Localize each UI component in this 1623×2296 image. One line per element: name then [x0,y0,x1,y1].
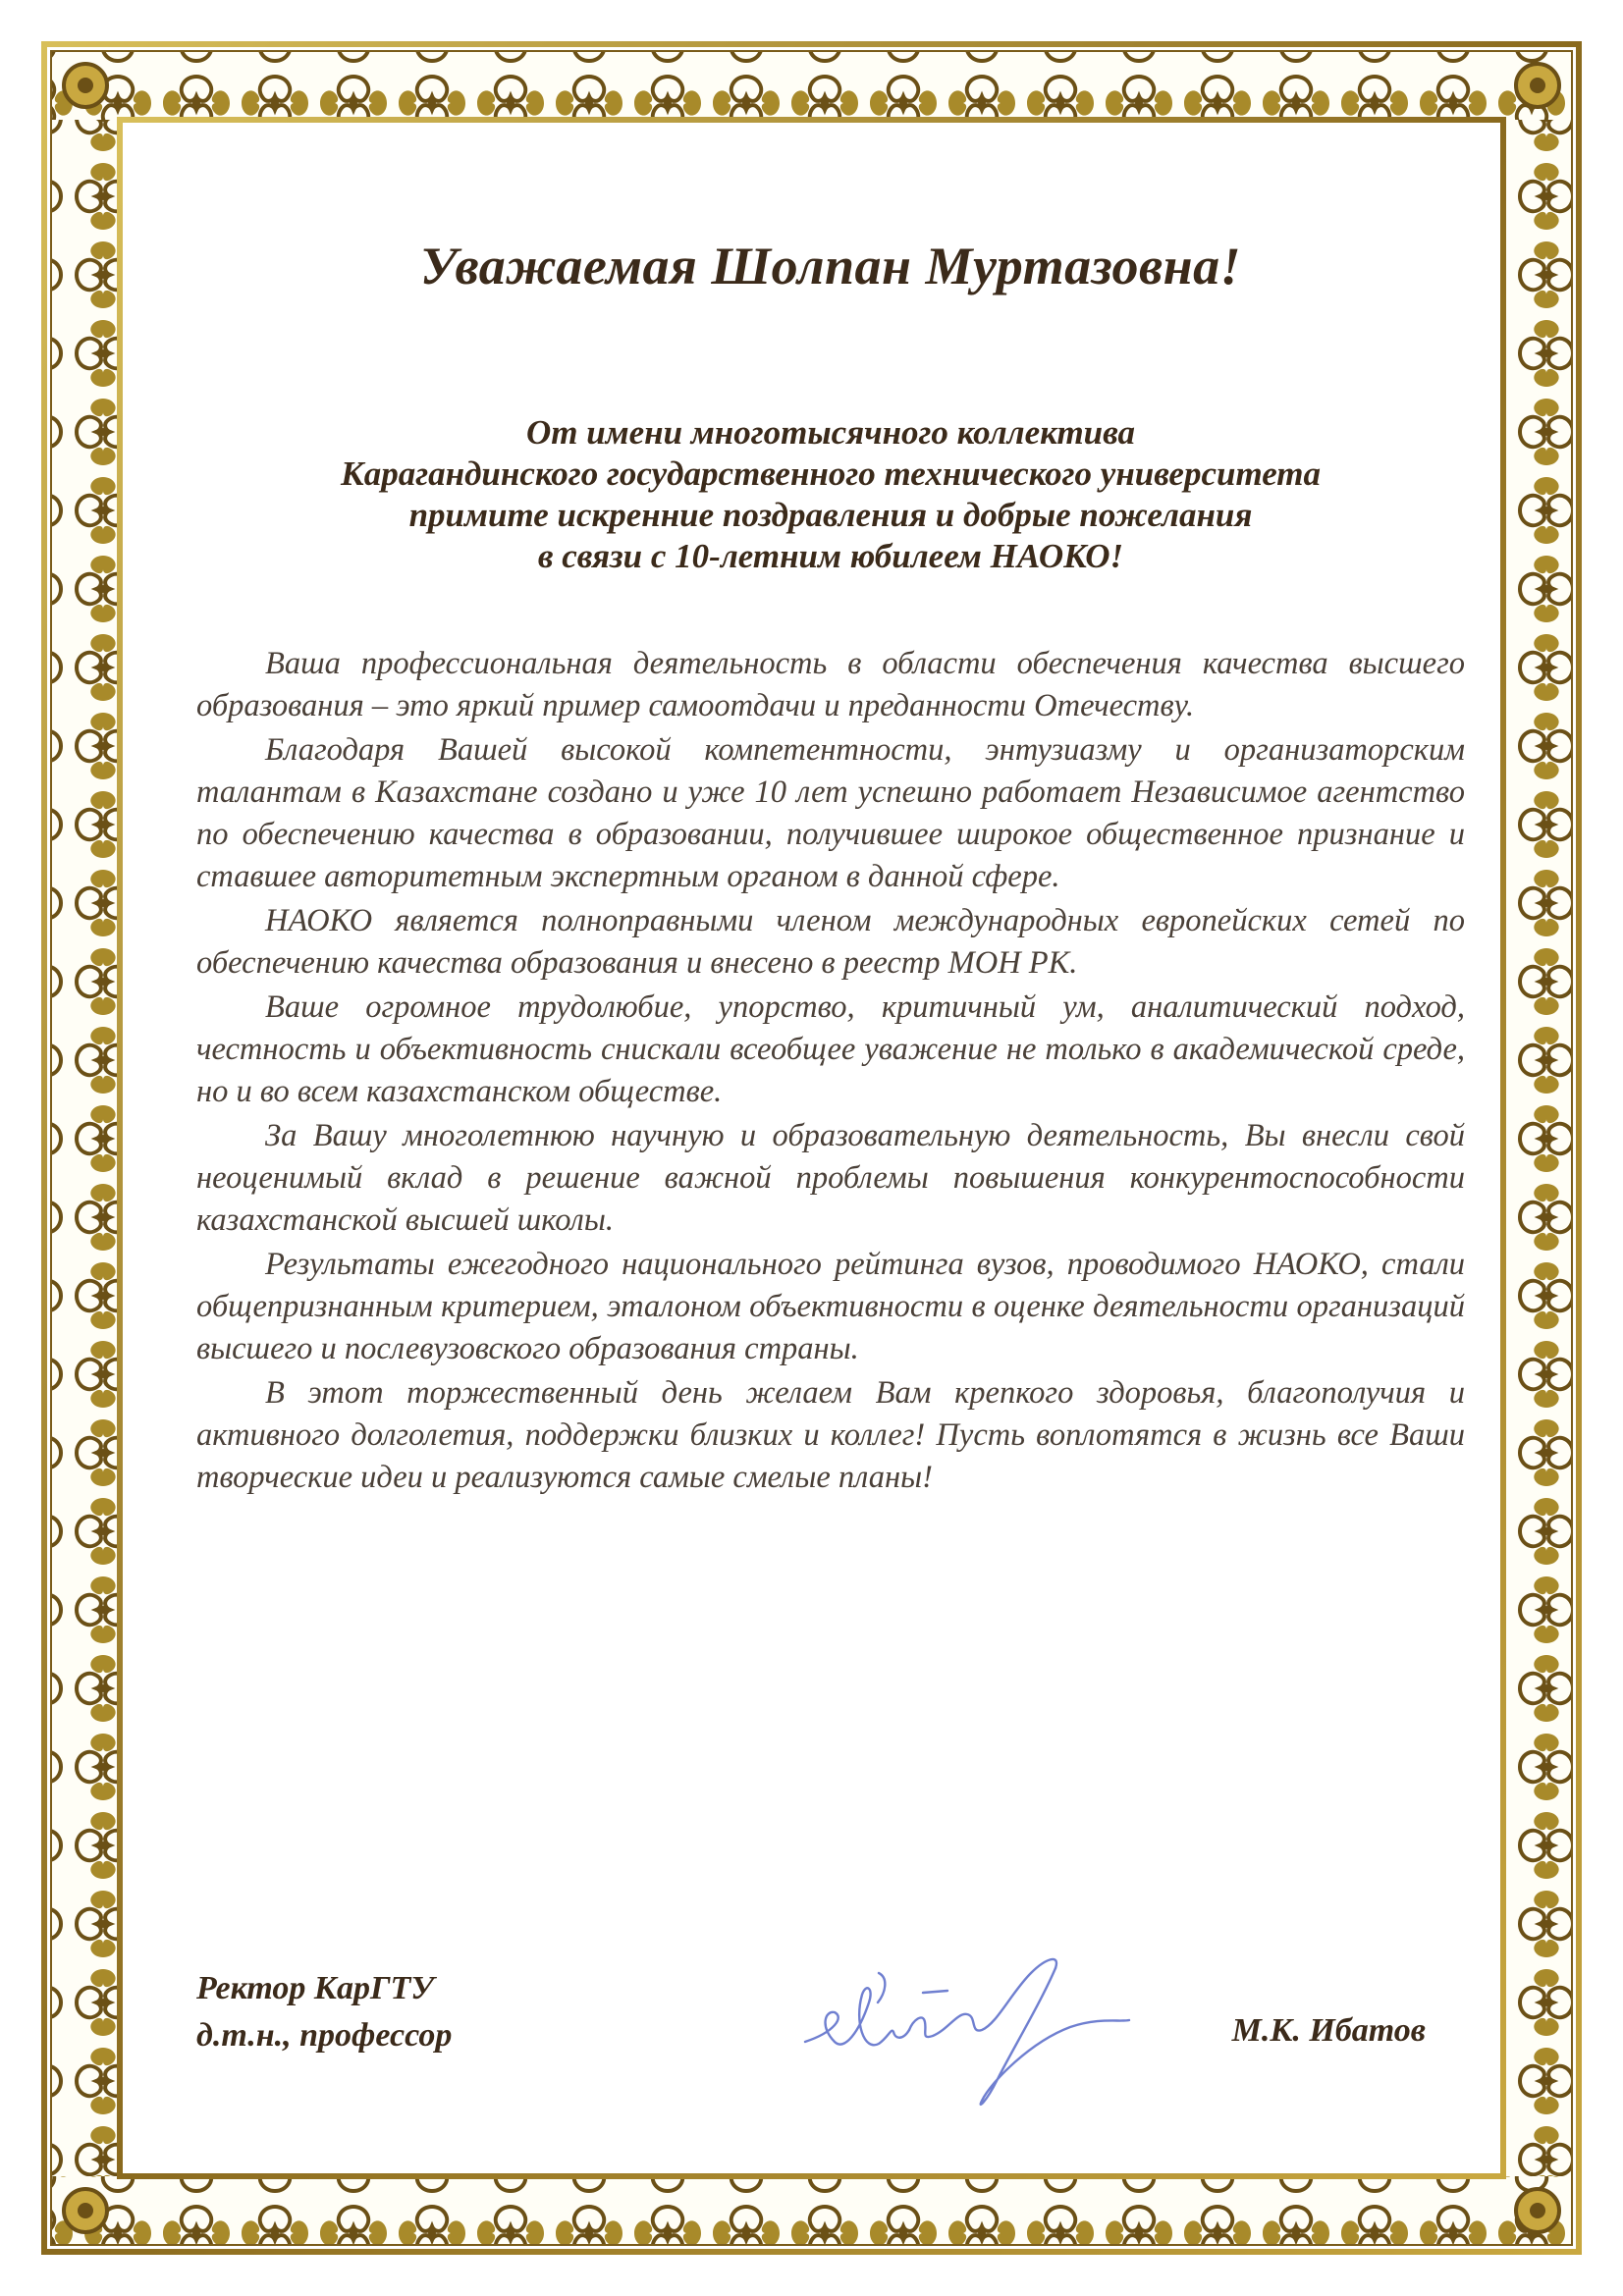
signatory-name: М.К. Ибатов [1231,2012,1426,2049]
paragraph: В этот торжественный день желаем Вам крепкого здоровья, благополучия и активного долголетия, поддержки близких и коллег! Пусть воплотятся в жизнь все Ваши творческие идеи и реализуются самые смелые планы! [196,1375,1465,1495]
intro-line: От имени многотысячного коллектива [525,413,1136,452]
letter-text [196,643,1465,1501]
paragraph: Ваша профессиональная деятельность в области обеспечения качества высшего образования – это яркий пример самоотдачи и преданности Отечеству. [196,646,1465,723]
signatory-title: Ректор КарГТУ [196,1970,434,2006]
paragraph: Благодаря Вашей высокой компетентности, энтузиазму и организаторским талантам в Казахстане создано и уже 10 лет успешно работает Независимое агентство по обеспечению качества в образовании, получившее широкое общественное признание и ставшее авторитетным экспертным органом в данной сфере. [196,732,1465,894]
intro-line: Карагандинского государственного технического университета [340,454,1322,493]
handwritten-signature-icon [776,1934,1149,2130]
letter-body [196,236,1465,2061]
intro-block [196,412,1465,577]
intro-line: примите искренние поздравления и добрые пожелания [408,496,1253,534]
signatory-degree: д.т.н., профессор [196,2017,453,2054]
signatory-block [196,1965,452,2059]
intro-line: в связи с 10-летним юбилеем НАОКО! [537,537,1124,575]
paragraph: Ваше огромное трудолюбие, упорство, критичный ум, аналитический подход, честность и объективность снискали всеобщее уважение не только в академической среде, но и во всем казахстанском обществе. [196,989,1465,1109]
salutation-heading: Уважаемая Шолпан Муртазовна! [419,237,1242,295]
paragraph: Результаты ежегодного национального рейтинга вузов, проводимого НАОКО, стали общепризнанным критерием, эталоном объективности в оценке деятельности организаций высшего и послевузовского образования страны. [196,1247,1465,1366]
paragraph: За Вашу многолетнюю научную и образовательную деятельность, Вы внесли свой неоценимый вклад в решение важной проблемы повышения конкурентоспособности казахстанской высшей школы. [196,1118,1465,1238]
paragraph: НАОКО является полноправными членом международных европейских сетей по обеспечению качества образования и внесено в реестр МОН РК. [196,903,1465,981]
